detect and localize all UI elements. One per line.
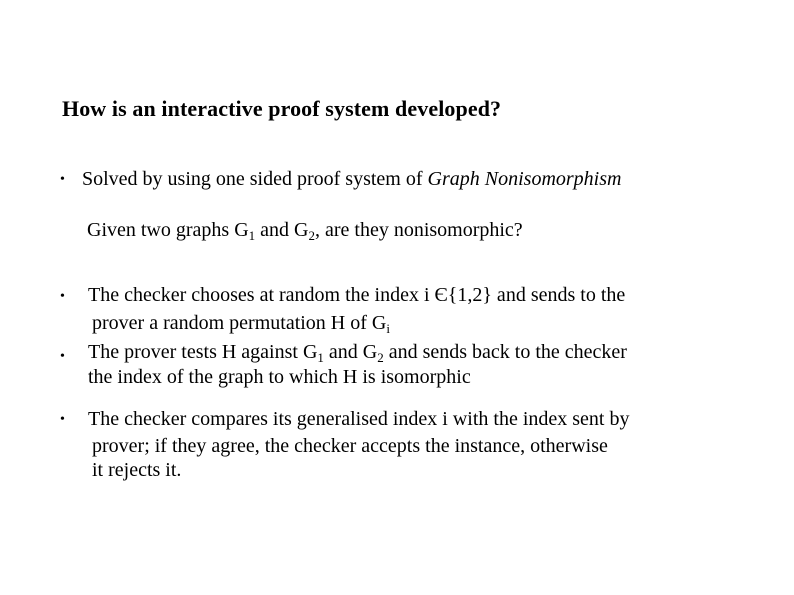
step3-line3: it rejects it. (92, 459, 182, 481)
step2-line1 (88, 341, 627, 365)
question-part: , are they nonisomorphic? (314, 219, 523, 241)
intro-italic: Graph Nonisomorphism (427, 168, 622, 190)
step2-part: The prover tests H against G (88, 341, 318, 363)
question-text (87, 219, 523, 243)
step3-line2: prover; if they agree, the checker accepts the instance, otherwise (92, 435, 608, 457)
step2-part: and G (323, 341, 378, 363)
intro-text (82, 169, 621, 189)
step1-line2-text: prover a random permutation H of G (92, 312, 387, 334)
bullet-icon: • (60, 289, 65, 304)
bullet-icon: • (60, 349, 65, 364)
question-sub: 2 (308, 228, 315, 243)
step2-part: and sends back to the checker (383, 341, 627, 363)
question-part: Given two graphs G (87, 219, 249, 241)
bullet-icon: • (60, 412, 65, 427)
step1-line2-sub: i (386, 321, 390, 336)
step3-line1: The checker compares its generalised index i with the index sent by (88, 408, 630, 430)
step1-line1: The checker chooses at random the index i Є{1,2} and sends to the (88, 284, 626, 306)
step2-sub: 1 (317, 350, 324, 365)
intro-plain: Solved by using one sided proof system of (82, 168, 428, 190)
bullet-icon: • (60, 172, 65, 187)
step2-line2: the index of the graph to which H is isomorphic (88, 366, 471, 388)
step1-line2 (92, 312, 390, 336)
slide-title: How is an interactive proof system developed? (62, 96, 502, 121)
question-part: and G (255, 219, 309, 241)
question-sub: 1 (248, 228, 256, 243)
step2-sub: 2 (377, 350, 384, 365)
